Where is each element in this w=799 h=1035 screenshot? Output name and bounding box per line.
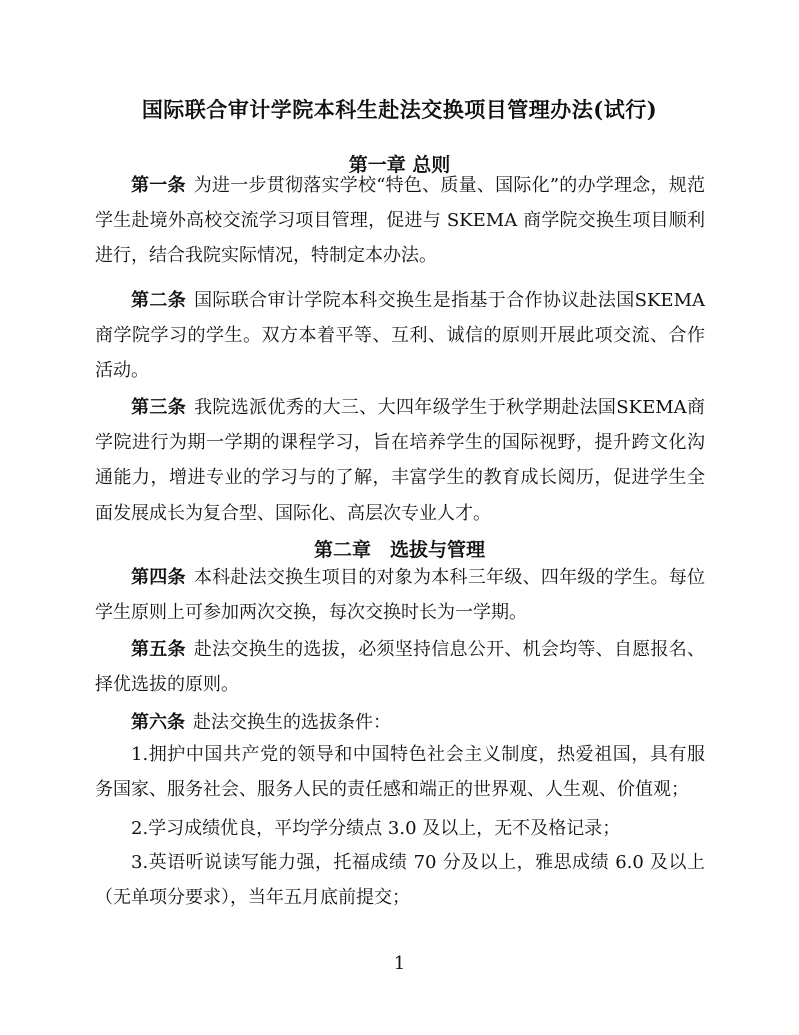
- article-label: 第二条: [131, 290, 187, 311]
- article-4: [95, 560, 705, 630]
- article-label: 第四条: [131, 567, 186, 588]
- page-number: 1: [393, 953, 406, 974]
- article-text: 本科赴法交换生项目的对象为本科三年级、四年级的学生。每位学生原则上可参加两次交换，每次交换时长为一学期。: [95, 567, 706, 624]
- article-6: [95, 705, 705, 740]
- article-label: 第三条: [131, 397, 187, 418]
- article-5: [95, 632, 705, 702]
- article-2: [95, 283, 705, 389]
- article-1: [95, 168, 705, 274]
- chapter-1-heading: 第一章 总则: [348, 154, 451, 176]
- condition-3: 3.英语听说读写能力强，托福成绩 70 分及以上，雅思成绩 6.0 及以上（无单项分要求），当年五月底前提交；: [95, 852, 705, 909]
- condition-1: 1.拥护中国共产党的领导和中国特色社会主义制度，热爱祖国，具有服务国家、服务社会、服务人民的责任感和端正的世界观、人生观、价值观；: [95, 744, 705, 801]
- article-text: 我院选派优秀的大三、大四年级学生于秋学期赴法国SKEMA商学院进行为期一学期的课程学习，旨在培养学生的国际视野，提升跨文化沟通能力，增进专业的学习与的了解，丰富学生的教育成长阅历，促进学生全面发展成长为复合型、国际化、高层次专业人才。: [95, 397, 705, 524]
- article-text: 赴法交换生的选拔条件：: [193, 712, 391, 733]
- condition-2: 2.学习成绩优良，平均学分绩点 3.0 及以上，无不及格记录；: [131, 818, 621, 839]
- article-text: 为进一步贯彻落实学校“特色、质量、国际化”的办学理念，规范学生赴境外高校交流学习项目管理，促进与 SKEMA 商学院交换生项目顺利进行，结合我院实际情况，特制定本办法。: [95, 175, 706, 267]
- article-label: 第一条: [131, 175, 186, 196]
- article-text: 国际联合审计学院本科交换生是指基于合作协议赴法国SKEMA商学院学习的学生。双方本着平等、互利、诚信的原则开展此项交流、合作活动。: [95, 290, 705, 382]
- article-3: [95, 390, 705, 531]
- article-label: 第五条: [131, 639, 186, 660]
- chapter-2-heading: 第二章 选拔与管理: [313, 539, 485, 561]
- article-label: 第六条: [131, 712, 185, 733]
- article-text: 赴法交换生的选拔，必须坚持信息公开、机会均等、自愿报名、择优选拔的原则。: [95, 639, 706, 696]
- document-title: 国际联合审计学院本科生赴法交换项目管理办法(试行): [141, 97, 658, 122]
